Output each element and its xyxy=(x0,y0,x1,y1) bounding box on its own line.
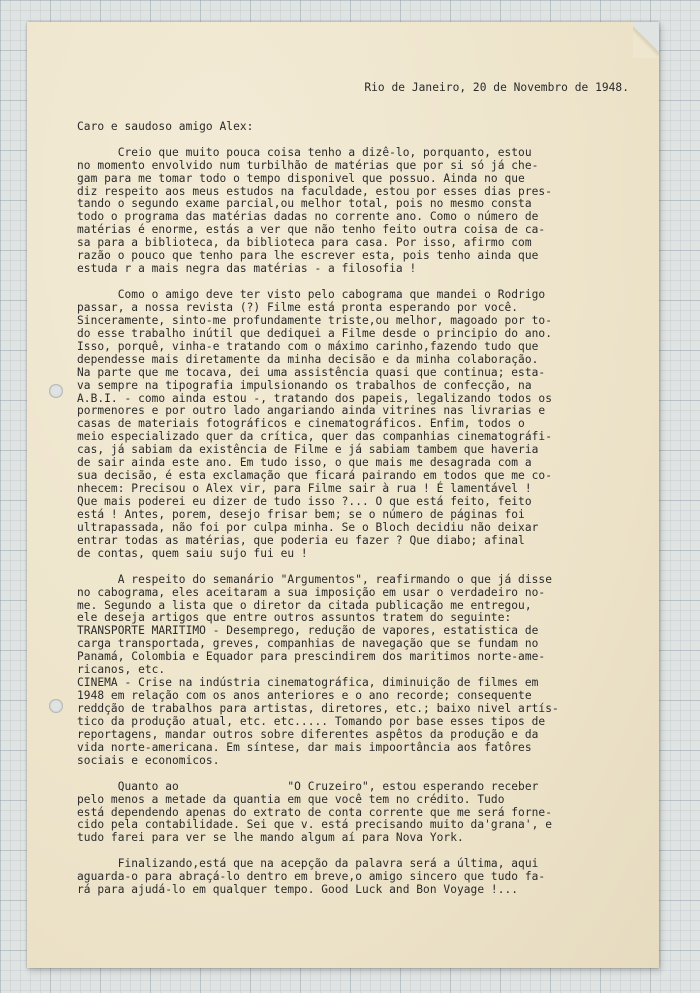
paragraph-1 xyxy=(77,147,637,276)
text-line: aguarda-o para abraçá-lo dentro em breve,o amigo sincero que tudo fa- xyxy=(77,870,546,884)
text-line: Creio que muito pouca coisa tenho a dizê-lo, porquanto, estou xyxy=(77,145,532,159)
text-line: pormenores e por outro lado angariando ainda vitrines nas livrarias e xyxy=(77,404,546,418)
paragraph-4 xyxy=(77,781,637,846)
text-line: no momento envolvido num turbilhão de matérias que por si só já che- xyxy=(77,158,539,172)
text-line: Na parte que me tocava, dei uma assistência quasi que continua; esta- xyxy=(77,365,546,379)
text-line: passar, a nossa revista (?) Filme está pronta esperando por você. xyxy=(77,300,519,314)
text-line: TRANSPORTE MARITIMO - Desemprego, redução de vapores, estatistica de xyxy=(77,624,539,638)
text-line: vida norte-americana. Em síntese, dar mais impoortância aos fatôres xyxy=(77,740,532,754)
text-line: sua decisão, é esta exclamação que ficará pairando em todos que me co- xyxy=(77,469,552,483)
text-line: tico da produção atual, etc. etc..... Tomando por base esses tipos de xyxy=(77,714,546,728)
text-line: tudo farei para ver se lhe mando algum aí para Nova York. xyxy=(77,831,464,845)
text-line: 1948 em relação com os anos anteriores e o ano recorde; consequente xyxy=(77,689,532,703)
text-line: nhecem: Precisou o Alex vir, para Filme sair à rua ! É lamentável ! xyxy=(77,482,532,496)
text-line: está dependendo apenas do extrato de conta corrente que me será forne- xyxy=(77,805,552,819)
folded-corner xyxy=(633,22,659,58)
text-line: todo o programa das matérias dadas no corrente ano. Como o número de xyxy=(77,210,539,224)
text-line: cido pela contabilidade. Sei que v. está precisando muito da'grana', e xyxy=(77,818,552,832)
paragraph-3 xyxy=(77,574,637,768)
text-line: Como o amigo deve ter visto pelo cabograma que mandei o Rodrigo xyxy=(77,288,546,301)
text-line: sociais e economicos. xyxy=(77,753,220,767)
text-line: A.B.I. - como ainda estou -, tratando dos papeis, legalizando todos os xyxy=(77,391,552,405)
text-line: reddção de trabalhos para artistas, diretores, etc.; baixo nivel artís- xyxy=(77,702,559,715)
text-line: diz respeito aos meus estudos na faculdade, estou por esses dias pres- xyxy=(77,184,552,198)
text-line: sa para a biblioteca, da biblioteca para casa. Por isso, afirmo com xyxy=(77,236,532,250)
text-line: entrar todas as matérias, que poderia eu fazer ? Que diabo; afinal xyxy=(77,533,525,547)
text-line: gam para me tomar todo o tempo disponivel que possuo. Ainda no que xyxy=(77,171,525,185)
text-line: está ! Antes, porem, desejo frisar bem; se o número de páginas foi xyxy=(77,507,525,521)
punch-hole-top xyxy=(49,384,63,398)
letter-date: Rio de Janeiro, 20 de Novembro de 1948. xyxy=(364,81,629,94)
text-line: Finalizando,está que na acepção da palavra será a última, aqui xyxy=(77,857,539,871)
text-line: de sair ainda este ano. Em tudo isso, o que mais me desagrada com a xyxy=(77,456,532,470)
text-line: A respeito do semanário "Argumentos", reafirmando o que já disse xyxy=(77,572,552,586)
text-line: no cabograma, eles aceitaram a sua imposição em usar o verdadeiro no- xyxy=(77,585,546,599)
text-line: estuda r a mais negra das matérias - a filosofia ! xyxy=(77,262,417,276)
text-line: meio especializado quer da crítica, quer das companhias cinematográfi- xyxy=(77,430,552,444)
text-line: Isso, porquê, vinha-e tratando com o máximo carinho,fazendo tudo que xyxy=(77,339,539,353)
text-line: ricanos, etc. xyxy=(77,663,166,677)
text-line: me. Segundo a lista que o diretor da citada publicação me entregou, xyxy=(77,598,532,612)
paragraph-5 xyxy=(77,858,637,897)
letter-body xyxy=(77,82,637,897)
text-line: casas de materiais fotográficos e cinematográficos. Enfim, todos o xyxy=(77,417,525,431)
salutation: Caro e saudoso amigo Alex: xyxy=(77,119,254,133)
text-line: rá para ajudá-lo em qualquer tempo. Good Luck and Bon Voyage !... xyxy=(77,883,519,897)
text-line: ultrapassada, não foi por culpa minha. Se o Bloch decidiu não deixar xyxy=(77,520,539,534)
letter-page xyxy=(27,22,659,968)
text-line: Panamá, Colombia e Equador para prescindirem dos maritimos norte-ame- xyxy=(77,650,546,664)
text-line: pelo menos a metade da quantia em que você tem no crédito. Tudo xyxy=(77,792,505,806)
text-line: matérias é enorme, estás a ver que não tenho feito outra coisa de ca- xyxy=(77,223,546,237)
text-line: de contas, quem saiu sujo fui eu ! xyxy=(77,546,308,560)
text-line: CINEMA - Crise na indústria cinematográfica, diminuição de filmes em xyxy=(77,676,539,690)
text-line: carga transportada, greves, companhias de navegação que se fundam no xyxy=(77,637,539,651)
text-line: Quanto ao "O Cruzeiro", estou esperando receber xyxy=(77,779,539,793)
text-line: dependesse mais diretamente da minha decisão e da minha colaboração. xyxy=(77,352,539,366)
text-line: ele deseja artigos que entre outros assuntos tratem do seguinte: xyxy=(77,611,512,625)
text-line: do esse trabalho inútil que dediquei a Filme desde o principio do ano. xyxy=(77,326,552,340)
text-line: tando o segundo exame parcial,ou melhor total, pois no mesmo consta xyxy=(77,197,532,211)
text-line: razão o pouco que tenho para lhe escrever esta, pois tenho ainda que xyxy=(77,249,539,263)
paragraph-2 xyxy=(77,289,637,561)
punch-hole-bottom xyxy=(49,699,63,713)
text-line: Que mais poderei eu dizer de tudo isso ?... O que está feito, feito xyxy=(77,495,532,508)
text-line: Sinceramente, sinto-me profundamente triste,ou melhor, magoado por to- xyxy=(77,313,552,327)
text-line: cas, já sabiam da existência de Filme e já sabiam tambem que haveria xyxy=(77,443,539,457)
text-line: reportagens, mandar outros sobre diferentes aspêtos da produção e da xyxy=(77,727,539,741)
text-line: va sempre na tipografia impulsionando os trabalhos de confecção, na xyxy=(77,378,532,392)
